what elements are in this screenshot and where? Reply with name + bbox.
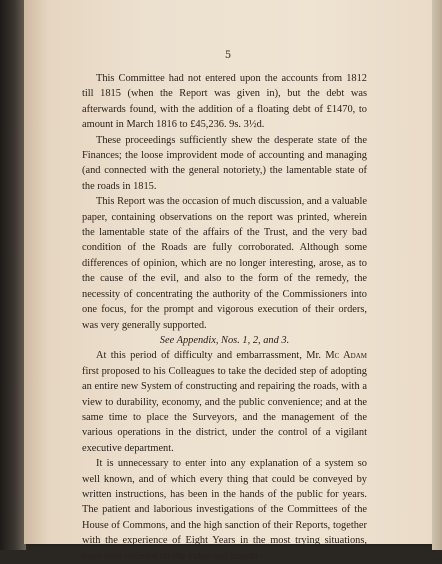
page-number: 5 — [224, 50, 232, 61]
paragraph-4 — [82, 348, 367, 456]
paragraph-2: These proceedings sufficiently shew the desperate state of the Finances; the loose improvident mode of accounting and managing (and connected with the general notoriety,) the lamentable state of the roads in 1815. — [82, 134, 367, 192]
book-page — [24, 0, 432, 562]
paragraph-5: It is unnecessary to enter into any explanation of a system so well known, and of which every thing that could be conveyed by written instructions, has been in the hands of the public for years. The patient and laborious investigations of the Committees of the House of Commons, and the high sanction of their Reports, together with the experience of Eight Years in the most trying situations, have now decided on the value and import- — [82, 458, 367, 562]
name-mc-adam: Mc Adam — [325, 350, 367, 362]
paragraph-4-text-end: first proposed to his Colleagues to take the decided step of adopting an entire new System of constructing and repairing the roads, with a view to durability, economy, and the public convenience; and at the same time to place the Surveyors, and the management of the various operations in the district, under the control of a vigilant executive department. — [82, 365, 367, 454]
book-binding — [0, 0, 26, 550]
appendix-reference: See Appendix, Nos. 1, 2, and 3. — [159, 334, 290, 346]
page-text — [82, 71, 367, 564]
paragraph-3: This Report was the occasion of much discussion, and a valuable paper, containing observations on the report was printed, wherein the lamentable state of the affairs of the Trust, and the very bad condition of the Roads are fully corroborated. Although some differences of opinion, which are no longer interesting, arose, as to the cause of the evil, and also to the form of the remedy, the necessity of concentrating the authority of the Commissioners into one focus, for the prompt and vigorous execution of their orders, was very generally supported. — [82, 196, 367, 331]
paragraph-4-text-start: At this period of difficulty and embarrassment, Mr. — [96, 350, 326, 362]
page-edge — [432, 0, 442, 550]
paragraph-1: This Committee had not entered upon the accounts from 1812 till 1815 (when the Report was given in), but the debt was afterwards found, with the addition of a floating debt of £1470, to amount in March 1816 to £45,236. 9s. 3½d. — [82, 73, 367, 131]
